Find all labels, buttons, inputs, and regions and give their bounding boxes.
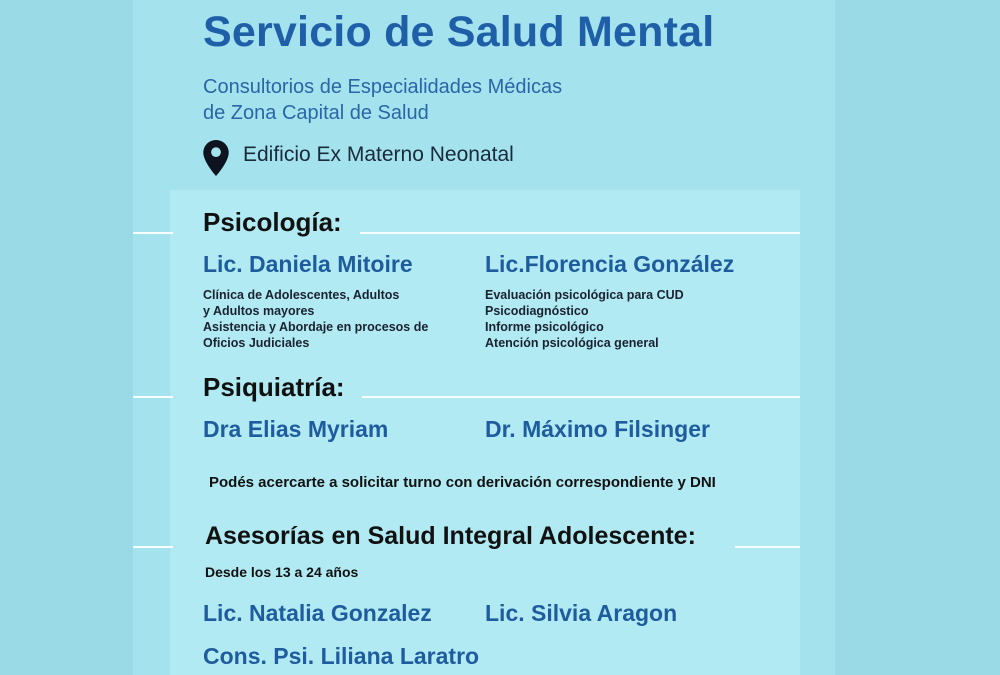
professional-name: Cons. Psi. Liliana Laratro <box>203 643 480 669</box>
detail-line: Evaluación psicológica para CUD <box>485 288 684 302</box>
detail-line: Oficios Judiciales <box>203 336 310 350</box>
professional-details <box>203 287 428 351</box>
appointment-note: Podés acercarte a solicitar turno con derivación correspondiente y DNI <box>209 474 716 491</box>
divider-line <box>735 546 800 548</box>
detail-line: Asistencia y Abordaje en procesos de <box>203 320 429 334</box>
detail-line: Atención psicológica general <box>485 336 659 350</box>
detail-line: y Adultos mayores <box>203 304 315 318</box>
divider-line <box>133 232 173 234</box>
professional-details <box>485 287 684 351</box>
divider-line <box>360 232 800 234</box>
professional-name: Lic.Florencia González <box>485 251 735 277</box>
divider-line <box>133 396 173 398</box>
section-heading-psicologia: Psicología: <box>203 207 342 237</box>
detail-line: Psicodiagnóstico <box>485 304 589 318</box>
subtitle-line: Consultorios de Especialidades Médicas <box>203 76 563 98</box>
page-title: Servicio de Salud Mental <box>203 8 715 56</box>
divider-line <box>362 396 800 398</box>
professional-name: Lic. Daniela Mitoire <box>203 251 413 277</box>
divider-line <box>133 546 173 548</box>
detail-line: Informe psicológico <box>485 320 604 334</box>
map-pin-icon <box>203 140 229 176</box>
location-label: Edificio Ex Materno Neonatal <box>243 143 514 166</box>
professional-name: Lic. Silvia Aragon <box>485 600 678 626</box>
age-range: Desde los 13 a 24 años <box>205 564 359 580</box>
professional-name: Dra Elias Myriam <box>203 416 389 442</box>
professional-name: Dr. Máximo Filsinger <box>485 416 710 442</box>
professional-name: Lic. Natalia Gonzalez <box>203 600 432 626</box>
section-heading-asesorias: Asesorías en Salud Integral Adolescente: <box>205 522 696 550</box>
page-subtitle <box>203 74 562 126</box>
subtitle-line: de Zona Capital de Salud <box>203 102 429 124</box>
section-heading-psiquiatria: Psiquiatría: <box>203 372 345 402</box>
detail-line: Clínica de Adolescentes, Adultos <box>203 288 400 302</box>
